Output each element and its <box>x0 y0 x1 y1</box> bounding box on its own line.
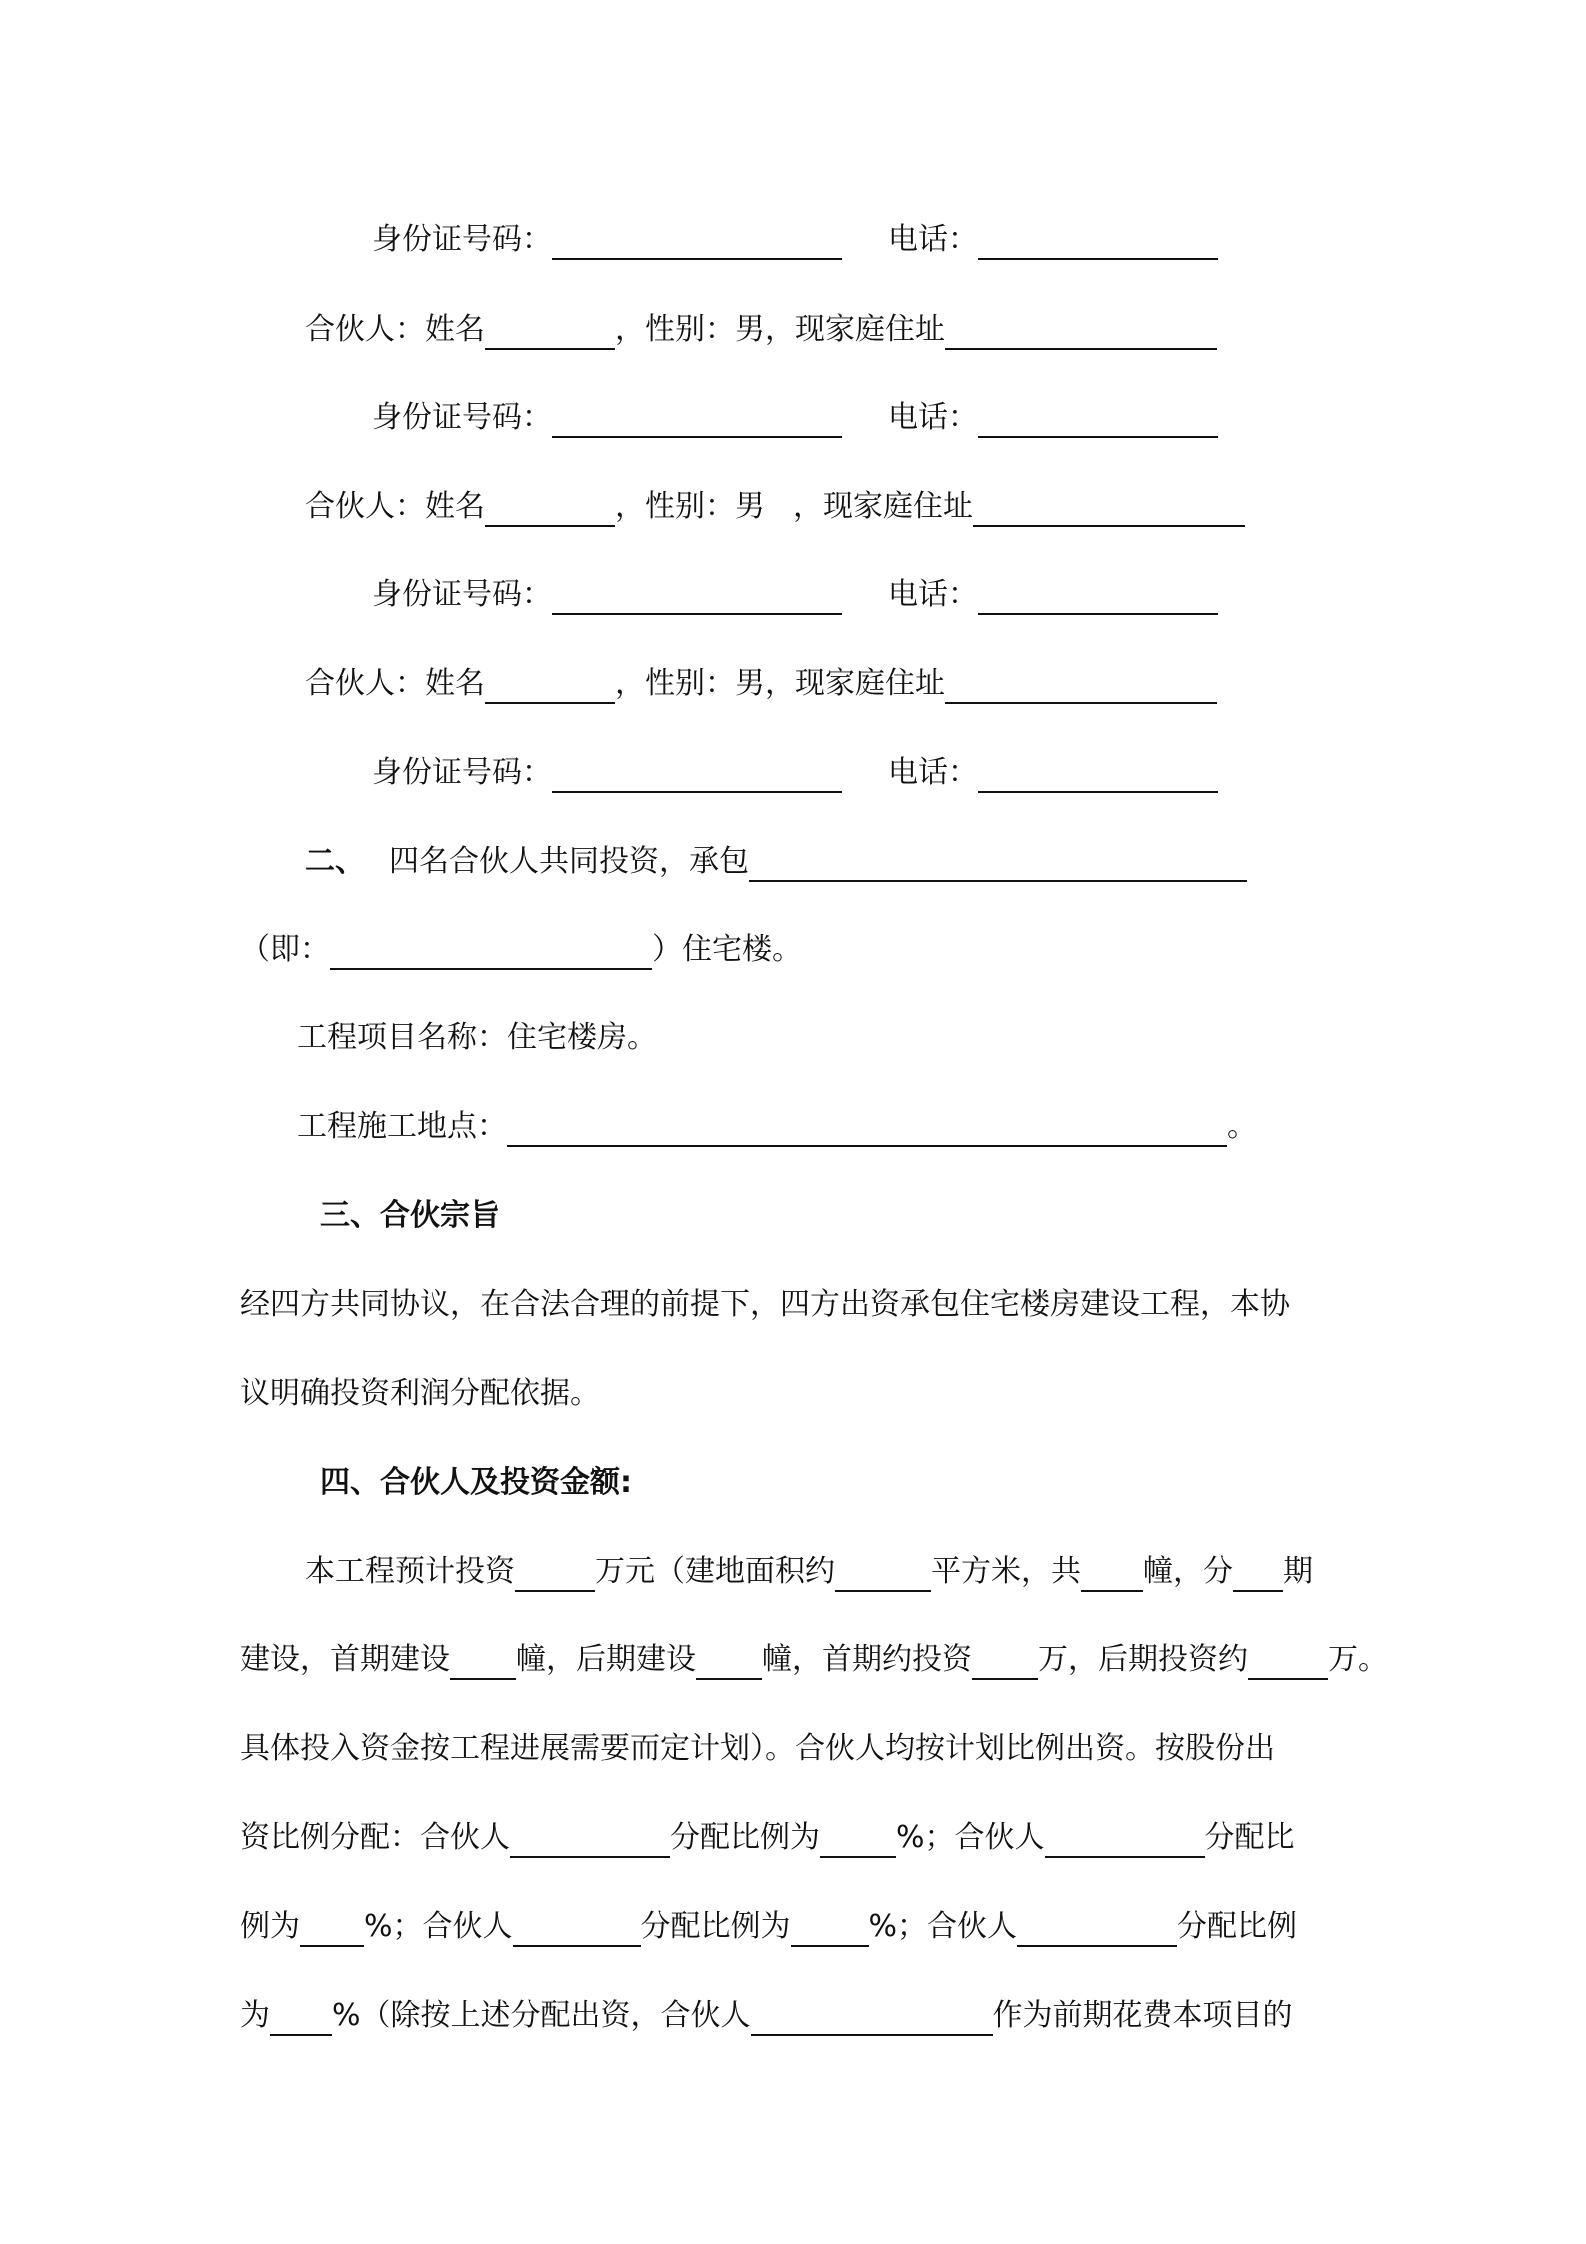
name-blank <box>485 489 615 527</box>
later-phase-buildings-blank <box>696 1642 762 1680</box>
site-row <box>297 1087 1257 1147</box>
site-label: 工程施工地点： <box>297 1109 507 1144</box>
phase-count-blank <box>1233 1554 1283 1592</box>
paren-blank <box>330 932 652 970</box>
section-3-heading: 三、合伙宗旨 <box>320 1198 500 1233</box>
id-phone-row-2 <box>372 378 1218 438</box>
id-number-label: 身份证号码： <box>372 400 552 435</box>
gender-label: ，性别：男 <box>615 489 765 524</box>
partner-name-blank <box>751 1998 993 2036</box>
s4-l3: 具体投入资金按工程进展需要而定计划）。合伙人均按计划比例出资。按股份出 <box>240 1731 1275 1766</box>
id-number-blank <box>552 222 842 260</box>
section-2-number: 二、 <box>305 844 365 879</box>
ratio-blank <box>820 1820 896 1858</box>
phone-blank <box>978 577 1218 615</box>
partner-row-3 <box>305 644 1217 704</box>
section-4-line-5 <box>240 1887 1297 1947</box>
s4-l1-e: 期 <box>1283 1554 1313 1589</box>
phone-blank <box>978 222 1218 260</box>
phone-label: 电话： <box>888 577 978 612</box>
partner-label: 合伙人： <box>305 666 425 701</box>
address-blank <box>973 489 1245 527</box>
section-2-text: 四名合伙人共同投资，承包 <box>389 844 749 879</box>
id-number-blank <box>552 577 842 615</box>
phone-label: 电话： <box>888 222 978 257</box>
s4-l4-c: %；合伙人 <box>896 1820 1045 1855</box>
id-number-label: 身份证号码： <box>372 577 552 612</box>
site-end: 。 <box>1227 1109 1257 1144</box>
name-label: 姓名 <box>425 666 485 701</box>
s4-l5-e: 分配比例 <box>1177 1909 1298 1944</box>
gender-address-label: ，性别：男，现家庭住址 <box>615 666 945 701</box>
s4-l5-a: 例为 <box>240 1909 300 1944</box>
phone-blank <box>978 755 1218 793</box>
section-4-line-4 <box>240 1798 1295 1858</box>
s4-l2-a: 建设，首期建设 <box>240 1642 450 1677</box>
phone-label: 电话： <box>888 755 978 790</box>
section-4-line-3 <box>240 1709 1275 1769</box>
address-blank <box>945 666 1217 704</box>
ratio-blank <box>270 1998 332 2036</box>
name-blank <box>485 666 615 704</box>
section-3-line-2 <box>240 1354 600 1414</box>
section-4-heading: 四、合伙人及投资金额: <box>320 1465 632 1500</box>
s4-l4-a: 资比例分配：合伙人 <box>240 1820 510 1855</box>
partner-label: 合伙人： <box>305 312 425 347</box>
partner-name-blank <box>1045 1820 1205 1858</box>
section-4-line-1 <box>305 1532 1313 1592</box>
section-4-line-2 <box>240 1620 1388 1680</box>
section-2-paren-row <box>240 910 802 970</box>
building-count-blank <box>1081 1554 1143 1592</box>
s4-l1-c: 平方米，共 <box>931 1554 1081 1589</box>
s4-l5-d: %；合伙人 <box>868 1909 1018 1944</box>
phone-label: 电话： <box>888 400 978 435</box>
section-3-heading-row <box>320 1176 500 1236</box>
s4-l6-c: 作为前期花费本项目的 <box>992 1998 1293 2033</box>
ratio-blank <box>300 1909 364 1947</box>
s4-l5-c: 分配比例为 <box>640 1909 791 1944</box>
name-label: 姓名 <box>425 489 485 524</box>
project-name-text: 工程项目名称：住宅楼房。 <box>297 1020 657 1055</box>
ratio-blank <box>791 1909 869 1947</box>
name-label: 姓名 <box>425 312 485 347</box>
s4-l1-b: 万元（建地面积约 <box>595 1554 835 1589</box>
id-number-label: 身份证号码： <box>372 222 552 257</box>
s4-l2-e: 万。 <box>1328 1642 1388 1677</box>
address-label: ，现家庭住址 <box>793 489 973 524</box>
section-4-heading-row <box>320 1443 632 1503</box>
paren-open-text: （即： <box>240 932 330 967</box>
investment-blank <box>515 1554 595 1592</box>
name-blank <box>485 312 615 350</box>
partner-label: 合伙人： <box>305 489 425 524</box>
s4-l1-a: 本工程预计投资 <box>305 1554 515 1589</box>
s4-l2-c: 幢，首期约投资 <box>762 1642 972 1677</box>
section-2-heading-row <box>305 822 1247 882</box>
id-phone-row-1 <box>372 200 1218 260</box>
phone-blank <box>978 400 1218 438</box>
section-3-line-1 <box>240 1265 1290 1325</box>
partner-name-blank <box>510 1820 670 1858</box>
area-blank <box>835 1554 931 1592</box>
s4-l1-d: 幢，分 <box>1143 1554 1233 1589</box>
s4-l4-d: 分配比 <box>1204 1820 1295 1855</box>
s4-l2-d: 万，后期投资约 <box>1038 1642 1248 1677</box>
id-number-label: 身份证号码： <box>372 755 552 790</box>
partner-name-blank <box>1017 1909 1177 1947</box>
s4-l5-b: %；合伙人 <box>364 1909 513 1944</box>
partner-row-1 <box>305 290 1217 350</box>
site-blank <box>507 1109 1227 1147</box>
section-3-text-1: 经四方共同协议，在合法合理的前提下，四方出资承包住宅楼房建设工程，本协 <box>240 1287 1290 1322</box>
first-phase-investment-blank <box>972 1642 1038 1680</box>
partner-row-2 <box>305 467 1245 527</box>
s4-l6-b: %（除按上述分配出资，合伙人 <box>332 1998 751 2033</box>
gender-address-label: ，性别：男，现家庭住址 <box>615 312 945 347</box>
first-phase-buildings-blank <box>450 1642 516 1680</box>
s4-l6-a: 为 <box>240 1998 270 2033</box>
s4-l2-b: 幢，后期建设 <box>516 1642 696 1677</box>
id-phone-row-4 <box>372 733 1218 793</box>
partner-name-blank <box>513 1909 641 1947</box>
project-name-row <box>297 998 657 1058</box>
section-4-line-6 <box>240 1976 1293 2036</box>
contract-blank <box>749 844 1247 882</box>
later-phase-investment-blank <box>1248 1642 1328 1680</box>
id-phone-row-3 <box>372 555 1218 615</box>
section-3-text-2: 议明确投资利润分配依据。 <box>240 1376 600 1411</box>
s4-l4-b: 分配比例为 <box>670 1820 820 1855</box>
address-blank <box>945 312 1217 350</box>
id-number-blank <box>552 400 842 438</box>
paren-close-text: ）住宅楼。 <box>652 932 802 967</box>
id-number-blank <box>552 755 842 793</box>
